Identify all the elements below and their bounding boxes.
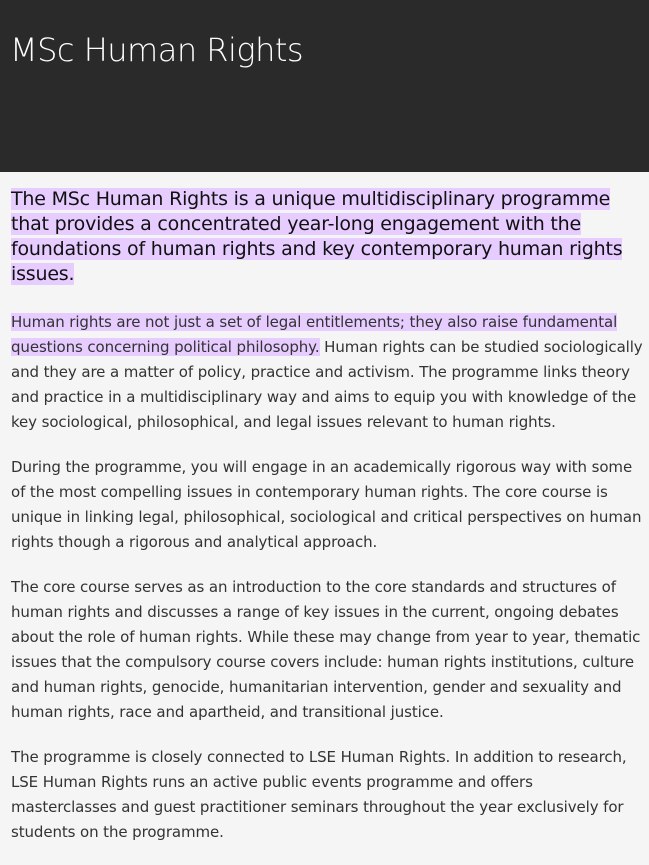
paragraph-intro [11, 310, 643, 435]
paragraph-intro-rest: Human rights can be studied sociologically and they are a matter of policy, practice and activism. The programme links theory and practice in a multidisciplinary way and aims to equip you with knowledge of the key sociological, philosophical, and legal issues relevant to human rights. [11, 338, 643, 431]
lead-highlighted-text: The MSc Human Rights is a unique multidisciplinary programme that provides a concentrated year-long engagement with the foundations of human rights and key contemporary human rights issues. [11, 188, 623, 285]
page-title: MSc Human Rights [10, 31, 304, 69]
paragraph-lse-human-rights: The programme is closely connected to LSE Human Rights. In addition to research, LSE Human Rights runs an active public events programme and offers masterclasses and guest practitioner seminars throughout the year exclusively for students on the programme. [11, 748, 627, 841]
paragraph-core-course: The core course serves as an introduction to the core standards and structures of human rights and discusses a range of key issues in the current, ongoing debates about the role of human rights. While these may change from year to year, thematic issues that the compulsory course covers include: human rights institutions, culture and human rights, genocide, humanitarian intervention, gender and sexuality and human rights, race and apartheid, and transitional justice. [11, 578, 641, 721]
highlighted-sentence: Human rights are not just a set of legal entitlements; they also raise fundamental questions concerning political philosophy. [11, 313, 618, 356]
paragraph-programme: During the programme, you will engage in an academically rigorous way with some of the most compelling issues in contemporary human rights. The core course is unique in linking legal, philosophical, sociological and critical perspectives on human rights though a rigorous and analytical approach. [11, 458, 642, 551]
article-content [11, 187, 643, 865]
lead-paragraph [11, 187, 643, 287]
page-header [0, 0, 649, 172]
